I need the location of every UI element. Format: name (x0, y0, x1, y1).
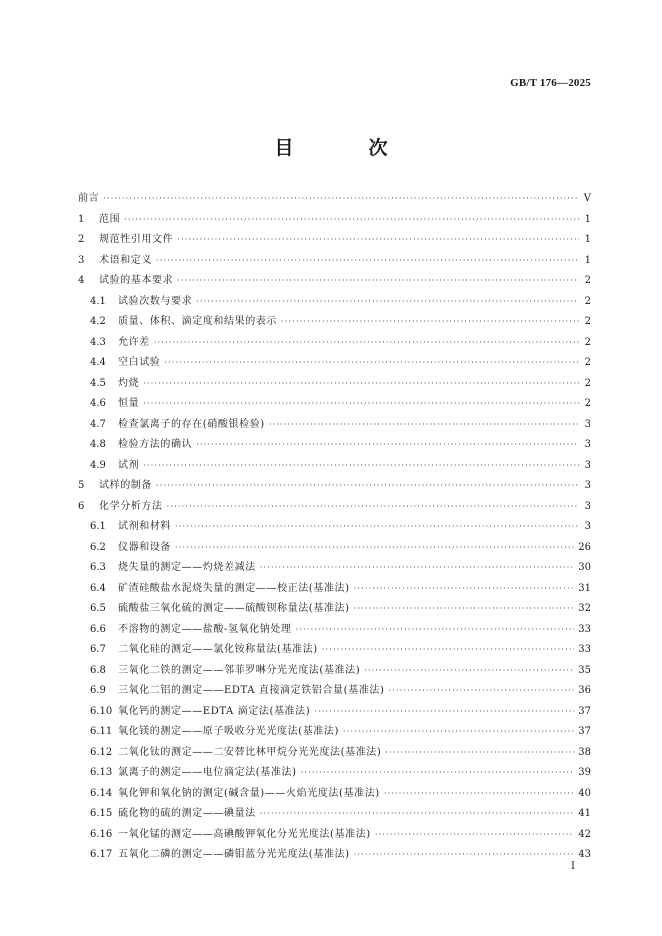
toc-entry[interactable] (78, 743, 591, 764)
dot-leader (156, 476, 579, 497)
toc-entry[interactable] (78, 825, 591, 846)
toc-entry-number: 4.1 (90, 295, 106, 307)
toc-entry-number: 4.2 (90, 316, 106, 327)
toc-entry-number: 6.1 (90, 521, 106, 532)
toc-entry[interactable] (78, 456, 591, 477)
toc-entry[interactable] (78, 435, 591, 456)
page-folio: Ⅰ (571, 861, 575, 872)
dot-leader (143, 456, 579, 477)
toc-entry[interactable] (78, 353, 591, 374)
toc-entry-number: 2 (78, 234, 85, 245)
toc-entry-title: 试验次数与要求 (118, 295, 193, 307)
dot-leader (156, 251, 579, 272)
toc-entry-title: 允许差 (118, 336, 150, 348)
toc-entry[interactable] (78, 517, 591, 538)
toc-entry-page: 39 (578, 767, 591, 778)
toc-entry-page: 2 (584, 336, 591, 348)
toc-entry[interactable] (78, 394, 591, 415)
dot-leader (164, 353, 579, 374)
toc-entry-title: 灼烧 (118, 377, 140, 389)
toc-entry[interactable] (78, 845, 591, 866)
toc-entry-page: 40 (578, 787, 591, 799)
toc-entry[interactable] (78, 189, 591, 210)
dot-leader (177, 271, 579, 292)
dot-leader (269, 415, 579, 436)
dot-leader (385, 743, 574, 764)
toc-entry-page: 1 (584, 213, 591, 225)
dot-leader (364, 661, 574, 682)
toc-entry-page: 3 (584, 418, 591, 430)
toc-entry-number: 4.4 (90, 357, 106, 368)
toc-entry-page: 42 (578, 828, 591, 840)
toc-entry-title: 试验的基本要求 (99, 275, 174, 286)
dot-leader (384, 784, 574, 805)
toc-entry-page: 2 (584, 275, 591, 286)
toc-entry-number: 6.16 (90, 828, 113, 840)
toc-entry-title: 二氧化钛的测定——二安替比林甲烷分光光度法(基准法) (118, 746, 382, 758)
standard-code: GB/T 176—2025 (510, 77, 591, 89)
toc-entry-title: 氧化钾和氧化钠的测定(碱含量)——火焰光度法(基准法) (118, 787, 380, 799)
toc-entry-page: 43 (578, 849, 591, 860)
dot-leader (143, 374, 579, 395)
toc-entry-title: 前言 (78, 193, 100, 204)
dot-leader (175, 517, 579, 538)
toc-entry[interactable] (78, 599, 591, 620)
toc-entry-number: 4.9 (90, 459, 106, 471)
toc-entry[interactable] (78, 702, 591, 723)
dot-leader (354, 599, 575, 620)
toc-entry-page: 1 (584, 234, 591, 245)
toc-entry[interactable] (78, 681, 591, 702)
dot-leader (354, 845, 575, 866)
toc-entry[interactable] (78, 722, 591, 743)
toc-entry-number: 6.14 (90, 787, 113, 799)
toc-entry-number: 6.5 (90, 603, 106, 614)
dot-leader (301, 763, 575, 784)
toc-entry-title: 检查氯离子的存在(硝酸银检验) (118, 418, 265, 430)
toc-entry-title: 硫酸盐三氧化硫的测定——硫酸钡称量法(基准法) (118, 603, 350, 614)
toc-entry-number: 4.6 (90, 398, 106, 409)
toc-entry[interactable] (78, 333, 591, 354)
toc-entry[interactable] (78, 476, 591, 497)
toc-entry[interactable] (78, 804, 591, 825)
toc-entry-page: 3 (584, 500, 591, 512)
toc-entry[interactable] (78, 497, 591, 518)
toc-entry-number: 4.5 (90, 377, 106, 389)
toc-entry[interactable] (78, 292, 591, 313)
toc-entry-title: 化学分析方法 (99, 500, 163, 512)
toc-title: 目 次 (274, 137, 416, 159)
toc-entry[interactable] (78, 640, 591, 661)
toc-entry-page: 3 (584, 459, 591, 471)
toc-entry-page: 3 (584, 480, 591, 491)
toc-entry-title: 矿渣硅酸盐水泥烧失量的测定——校正法(基准法) (118, 582, 350, 594)
toc-entry-number: 6.17 (90, 849, 113, 860)
toc-entry[interactable] (78, 661, 591, 682)
toc-entry-number: 5 (78, 480, 85, 491)
toc-entry-number: 6.11 (90, 726, 113, 737)
toc-entry-page: 31 (578, 582, 591, 594)
toc-entry-page: 3 (584, 439, 591, 450)
dot-leader (281, 312, 579, 333)
toc-entry[interactable] (78, 579, 591, 600)
toc-entry-title: 烧失量的测定——灼烧差减法 (118, 562, 256, 573)
toc-entry[interactable] (78, 312, 591, 333)
toc-entry-page: 33 (578, 644, 591, 655)
toc-entry-page: 32 (578, 603, 591, 614)
toc-entry[interactable] (78, 558, 591, 579)
toc-entry-number: 4.7 (90, 418, 106, 430)
dot-leader (167, 497, 579, 518)
toc-entry-number: 6.8 (90, 664, 106, 676)
toc-entry-title: 不溶物的测定——盐酸-氢氧化钠处理 (118, 623, 292, 635)
toc-entry-title: 氧化镁的测定——原子吸收分光光度法(基准法) (118, 726, 340, 737)
toc-entry-title: 三氧化二铁的测定——邻菲罗啉分光光度法(基准法) (118, 664, 361, 676)
toc-entry-title: 质量、体积、滴定度和结果的表示 (118, 316, 277, 327)
dot-leader (103, 189, 579, 210)
toc-entry-page: 41 (578, 808, 591, 819)
toc-entry-title: 三氧化二铝的测定——EDTA 直接滴定铁铝合量(基准法) (118, 685, 385, 696)
toc-entry[interactable] (78, 251, 591, 272)
toc-entry-title: 试剂 (118, 459, 140, 471)
toc-entry-number: 6.13 (90, 767, 113, 778)
toc-entry-title: 检验方法的确认 (118, 439, 193, 450)
dot-leader (175, 538, 574, 559)
toc-entry-number: 6.10 (90, 705, 113, 717)
dot-leader (124, 210, 579, 231)
toc-entry-page: 2 (584, 398, 591, 409)
dot-leader (260, 558, 574, 579)
toc-entry-title: 试剂和材料 (118, 521, 171, 532)
toc-entry-page: 30 (578, 562, 591, 573)
toc-entry-title: 空白试验 (118, 357, 161, 368)
toc-entry-title: 术语和定义 (99, 254, 152, 266)
toc-entry-number: 4.3 (90, 336, 106, 348)
dot-leader (196, 292, 579, 313)
dot-leader (260, 804, 574, 825)
dot-leader (143, 394, 579, 415)
dot-leader (177, 230, 579, 251)
toc-entry-title: 恒量 (118, 398, 140, 409)
toc-entry-page: 37 (578, 705, 591, 717)
dot-leader (196, 435, 579, 456)
toc-entry-number: 3 (78, 254, 85, 266)
table-of-contents (78, 189, 591, 866)
dot-leader (296, 620, 575, 641)
toc-entry-number: 6.9 (90, 685, 106, 696)
toc-entry-number: 4.8 (90, 439, 106, 450)
dot-leader (154, 333, 579, 354)
toc-entry-page: 1 (584, 254, 591, 266)
toc-entry-number: 4 (78, 275, 85, 286)
toc-entry-number: 6.3 (90, 562, 106, 573)
toc-entry-title: 试样的制备 (99, 480, 152, 491)
toc-entry-title: 硫化物的硫的测定——碘量法 (118, 808, 256, 819)
toc-entry-title: 范围 (99, 213, 121, 225)
toc-entry-number: 6.2 (90, 541, 106, 553)
toc-entry-number: 6.4 (90, 582, 106, 594)
toc-entry-page: 2 (584, 377, 591, 389)
toc-entry-number: 6.15 (90, 808, 113, 819)
toc-entry-title: 氧化钙的测定——EDTA 滴定法(基准法) (118, 705, 311, 717)
toc-entry-number: 6 (78, 500, 85, 512)
toc-entry-title: 一氧化锰的测定——高碘酸钾氧化分光光度法(基准法) (118, 828, 371, 840)
dot-leader (322, 640, 574, 661)
toc-entry[interactable] (78, 210, 591, 231)
toc-entry-page: 36 (578, 685, 591, 696)
toc-entry-page: 37 (578, 726, 591, 737)
toc-entry-page: 2 (584, 357, 591, 368)
toc-entry-title: 规范性引用文件 (99, 234, 174, 245)
toc-entry-page: 3 (584, 521, 591, 532)
toc-entry-page: 2 (584, 316, 591, 327)
toc-entry-number: 6.12 (90, 746, 113, 758)
toc-entry-title: 五氧化二磷的测定——磷钼蓝分光光度法(基准法) (118, 849, 350, 860)
toc-entry-page: 33 (578, 623, 591, 635)
toc-entry-number: 1 (78, 213, 85, 225)
toc-entry[interactable] (78, 620, 591, 641)
toc-entry[interactable] (78, 538, 591, 559)
toc-entry-page: 35 (578, 664, 591, 676)
toc-entry-page: 38 (578, 746, 591, 758)
toc-entry[interactable] (78, 763, 591, 784)
dot-leader (388, 681, 574, 702)
toc-entry-title: 氯离子的测定——电位滴定法(基准法) (118, 767, 297, 778)
toc-entry-title: 二氧化硅的测定——氯化铵称量法(基准法) (118, 644, 318, 655)
toc-entry[interactable] (78, 784, 591, 805)
toc-entry-number: 6.6 (90, 623, 106, 635)
toc-entry-page: 2 (584, 295, 591, 307)
toc-entry[interactable] (78, 415, 591, 436)
dot-leader (343, 722, 574, 743)
toc-entry-title: 仪器和设备 (118, 541, 171, 553)
toc-entry[interactable] (78, 230, 591, 251)
toc-entry[interactable] (78, 374, 591, 395)
toc-entry-number: 6.7 (90, 644, 106, 655)
dot-leader (354, 579, 575, 600)
dot-leader (314, 702, 574, 723)
toc-entry[interactable] (78, 271, 591, 292)
dot-leader (375, 825, 574, 846)
toc-entry-page: 26 (578, 541, 591, 553)
toc-entry-page: Ⅴ (583, 193, 591, 204)
